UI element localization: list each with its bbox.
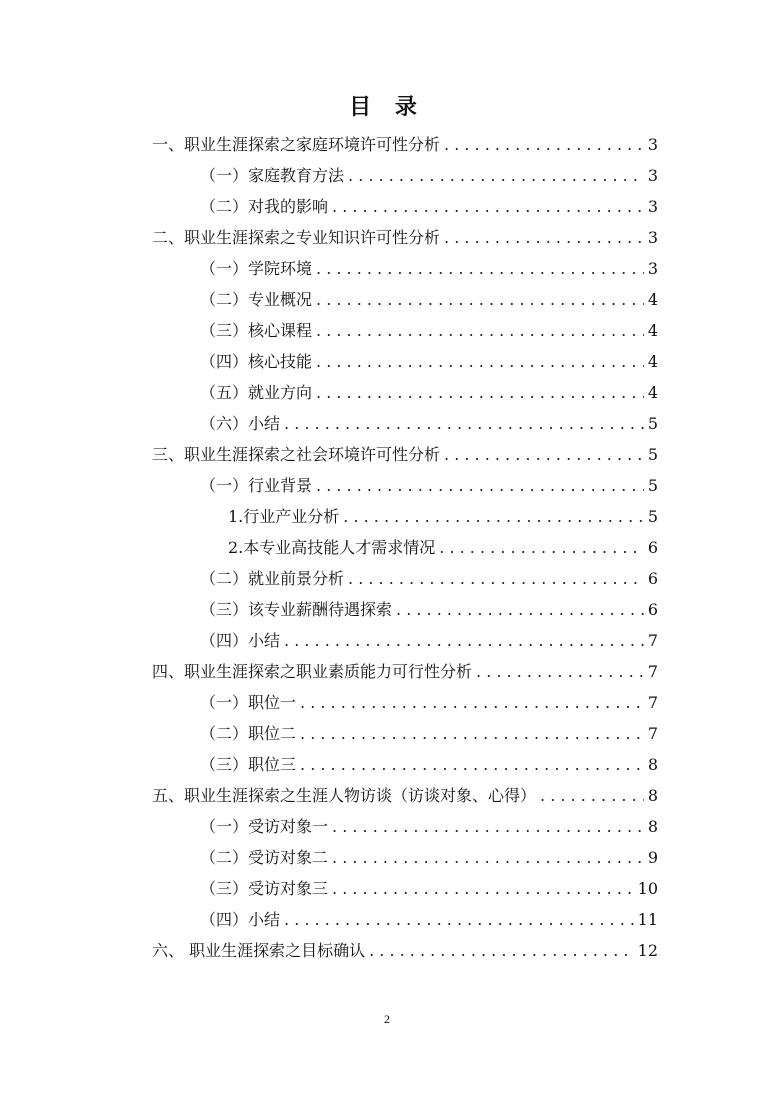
toc-entry-label: （二）受访对象二 <box>200 848 329 867</box>
toc-dot-leader <box>316 377 644 408</box>
toc-entry-label: （三）受访对象三 <box>200 879 329 898</box>
toc-entry-label: （三）该专业薪酬待遇探索 <box>200 600 393 619</box>
toc-entry-page: 5 <box>647 476 658 495</box>
toc-list <box>0 129 774 966</box>
toc-title: 目 录 <box>349 95 425 120</box>
toc-entry-page: 7 <box>647 693 658 712</box>
toc-entry-page: 3 <box>647 228 658 247</box>
toc-entry[interactable] <box>0 718 774 749</box>
toc-entry[interactable] <box>0 346 774 377</box>
toc-entry-label: （五）就业方向 <box>200 383 313 402</box>
toc-entry-label: （四）小结 <box>200 910 281 929</box>
toc-entry-label: 1.行业产业分析 <box>228 507 340 526</box>
toc-entry[interactable] <box>0 811 774 842</box>
toc-entry-page: 9 <box>647 848 658 867</box>
toc-entry-label: （二）就业前景分析 <box>200 569 345 588</box>
toc-entry-label: （四）小结 <box>200 631 281 650</box>
toc-entry-label: （三）职位三 <box>200 755 297 774</box>
toc-dot-leader <box>540 780 644 811</box>
toc-dot-leader <box>316 284 644 315</box>
toc-dot-leader <box>332 811 644 842</box>
toc-entry-page: 5 <box>647 445 658 464</box>
toc-entry-page: 8 <box>647 786 658 805</box>
toc-dot-leader <box>332 191 644 222</box>
toc-entry-page: 4 <box>647 321 658 340</box>
toc-entry-page: 4 <box>647 383 658 402</box>
toc-entry-page: 4 <box>647 352 658 371</box>
toc-entry-label: （一）职位一 <box>200 693 297 712</box>
toc-dot-leader <box>316 470 644 501</box>
toc-entry[interactable] <box>0 687 774 718</box>
toc-entry[interactable] <box>0 501 774 532</box>
toc-entry-label: 2.本专业高技能人才需求情况 <box>228 538 436 557</box>
toc-entry-label: （二）对我的影响 <box>200 197 329 216</box>
toc-dot-leader <box>316 315 644 346</box>
toc-dot-leader <box>332 873 634 904</box>
toc-dot-leader <box>348 160 644 191</box>
toc-dot-leader <box>476 656 644 687</box>
toc-entry[interactable] <box>0 160 774 191</box>
toc-entry-page: 7 <box>647 724 658 743</box>
toc-dot-leader <box>332 842 644 873</box>
toc-entry[interactable] <box>0 904 774 935</box>
toc-dot-leader <box>284 904 634 935</box>
toc-entry-page: 6 <box>647 600 658 619</box>
toc-entry-page: 8 <box>647 755 658 774</box>
toc-dot-leader <box>300 687 644 718</box>
page-number: 2 <box>384 1012 390 1026</box>
toc-dot-leader <box>444 439 644 470</box>
toc-entry[interactable] <box>0 129 774 160</box>
toc-entry-page: 6 <box>647 538 658 557</box>
toc-entry-label: 一、职业生涯探索之家庭环境许可性分析 <box>152 135 441 154</box>
toc-entry[interactable] <box>0 935 774 966</box>
toc-dot-leader <box>300 718 644 749</box>
toc-entry-page: 6 <box>647 569 658 588</box>
toc-entry[interactable] <box>0 563 774 594</box>
toc-entry-label: （一）家庭教育方法 <box>200 166 345 185</box>
toc-entry-label: 六、 职业生涯探索之目标确认 <box>152 941 366 960</box>
toc-dot-leader <box>343 501 644 532</box>
toc-entry[interactable] <box>0 253 774 284</box>
toc-entry-label: 五、职业生涯探索之生涯人物访谈（访谈对象、心得） <box>152 786 537 805</box>
toc-dot-leader <box>284 408 644 439</box>
toc-entry[interactable] <box>0 780 774 811</box>
toc-entry-page: 11 <box>637 910 658 929</box>
toc-entry-page: 3 <box>647 259 658 278</box>
toc-entry-page: 5 <box>647 507 658 526</box>
toc-entry-label: 三、职业生涯探索之社会环境许可性分析 <box>152 445 441 464</box>
toc-dot-leader <box>444 222 644 253</box>
toc-entry-label: 四、职业生涯探索之职业素质能力可行性分析 <box>152 662 473 681</box>
toc-entry[interactable] <box>0 222 774 253</box>
toc-entry[interactable] <box>0 842 774 873</box>
toc-entry-page: 3 <box>647 166 658 185</box>
toc-dot-leader <box>348 563 644 594</box>
toc-entry-label: （一）学院环境 <box>200 259 313 278</box>
toc-entry-label: （四）核心技能 <box>200 352 313 371</box>
toc-dot-leader <box>316 346 644 377</box>
toc-entry-page: 10 <box>637 879 658 898</box>
toc-entry-label: （一）受访对象一 <box>200 817 329 836</box>
toc-entry[interactable] <box>0 594 774 625</box>
toc-entry-page: 7 <box>647 662 658 681</box>
toc-entry[interactable] <box>0 749 774 780</box>
toc-dot-leader <box>396 594 644 625</box>
toc-entry-label: （一）行业背景 <box>200 476 313 495</box>
toc-dot-leader <box>439 532 644 563</box>
toc-entry[interactable] <box>0 656 774 687</box>
toc-entry-page: 4 <box>647 290 658 309</box>
toc-dot-leader <box>284 625 644 656</box>
toc-dot-leader <box>369 935 634 966</box>
toc-entry-label: （六）小结 <box>200 414 281 433</box>
toc-entry-page: 7 <box>647 631 658 650</box>
toc-entry[interactable] <box>0 191 774 222</box>
toc-entry-page: 3 <box>647 135 658 154</box>
toc-entry[interactable] <box>0 315 774 346</box>
toc-dot-leader <box>316 253 644 284</box>
toc-entry[interactable] <box>0 408 774 439</box>
toc-entry[interactable] <box>0 284 774 315</box>
toc-dot-leader <box>444 129 644 160</box>
toc-entry-page: 5 <box>647 414 658 433</box>
toc-entry[interactable] <box>0 377 774 408</box>
toc-entry-page: 12 <box>637 941 658 960</box>
toc-entry[interactable] <box>0 470 774 501</box>
toc-dot-leader <box>300 749 644 780</box>
toc-entry-page: 8 <box>647 817 658 836</box>
toc-entry-label: 二、职业生涯探索之专业知识许可性分析 <box>152 228 441 247</box>
toc-entry-label: （三）核心课程 <box>200 321 313 340</box>
toc-entry-label: （二）专业概况 <box>200 290 313 309</box>
toc-entry[interactable] <box>0 873 774 904</box>
toc-entry[interactable] <box>0 439 774 470</box>
toc-entry-label: （二）职位二 <box>200 724 297 743</box>
toc-entry[interactable] <box>0 532 774 563</box>
toc-entry[interactable] <box>0 625 774 656</box>
toc-entry-page: 3 <box>647 197 658 216</box>
